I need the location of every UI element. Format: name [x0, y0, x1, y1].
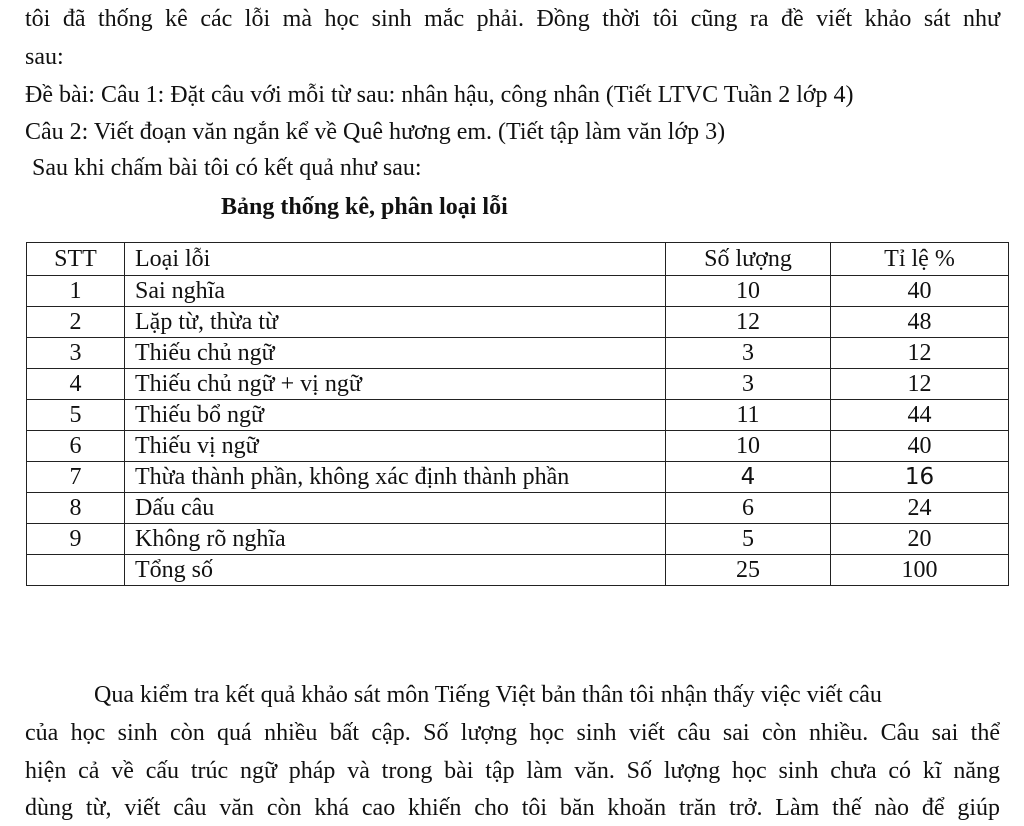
- row-error-type: Lặp từ, thừa từ: [125, 307, 666, 338]
- intro-line-2: sau:: [25, 44, 64, 70]
- row-count: 11: [666, 400, 831, 431]
- row-error-type: Không rõ nghĩa: [125, 524, 666, 555]
- table-row: [27, 276, 1009, 307]
- row-count: 5: [666, 524, 831, 555]
- row-stt: 2: [27, 307, 125, 338]
- conclusion-line-3: hiện cả về cấu trúc ngữ pháp và trong bài tập làm văn. Số lượng học sinh chưa có kĩ năng: [25, 758, 1000, 784]
- row-rate: 44: [831, 400, 1009, 431]
- header-count: Số lượng: [666, 243, 831, 276]
- row-rate: 20: [831, 524, 1009, 555]
- row-stt: 1: [27, 276, 125, 307]
- row-rate: 100: [831, 555, 1009, 586]
- row-stt: 3: [27, 338, 125, 369]
- row-error-type: Dấu câu: [125, 493, 666, 524]
- row-count: 10: [666, 276, 831, 307]
- row-error-type: Sai nghĩa: [125, 276, 666, 307]
- row-error-type: Thiếu chủ ngữ + vị ngữ: [125, 369, 666, 400]
- table-total-row: [27, 555, 1009, 586]
- table-row: [27, 431, 1009, 462]
- row-error-type: Thiếu vị ngữ: [125, 431, 666, 462]
- row-error-type: Thiếu chủ ngữ: [125, 338, 666, 369]
- row-error-type: Thiếu bổ ngữ: [125, 400, 666, 431]
- row-rate: 12: [831, 369, 1009, 400]
- row-count: 12: [666, 307, 831, 338]
- row-rate: 40: [831, 431, 1009, 462]
- header-stt: STT: [27, 243, 125, 276]
- row-rate: 48: [831, 307, 1009, 338]
- exercise-question-2: Câu 2: Viết đoạn văn ngắn kể về Quê hương em. (Tiết tập làm văn lớp 3): [25, 119, 726, 145]
- exercise-question-1: Đề bài: Câu 1: Đặt câu với mỗi từ sau: nhân hậu, công nhân (Tiết LTVC Tuần 2 lớp 4): [25, 82, 854, 108]
- intro-line-1: tôi đã thống kê các lỗi mà học sinh mắc phải. Đồng thời tôi cũng ra đề viết khảo sát như: [25, 6, 1000, 32]
- row-rate: 24: [831, 493, 1009, 524]
- table-row: [27, 400, 1009, 431]
- results-intro: Sau khi chấm bài tôi có kết quả như sau:: [32, 155, 422, 181]
- table-row: [27, 493, 1009, 524]
- row-rate: 12: [831, 338, 1009, 369]
- row-stt: 8: [27, 493, 125, 524]
- row-count: 10: [666, 431, 831, 462]
- table-row: [27, 307, 1009, 338]
- table-row: [27, 524, 1009, 555]
- conclusion-line-2: của học sinh còn quá nhiều bất cập. Số lượng học sinh viết câu sai còn nhiều. Câu sai thể: [25, 720, 1000, 746]
- row-stt: 7: [27, 462, 125, 493]
- row-rate: 16: [831, 462, 1009, 493]
- row-stt: 5: [27, 400, 125, 431]
- conclusion-line-4: dùng từ, viết câu văn còn khá cao khiến cho tôi băn khoăn trăn trở. Làm thế nào để giúp: [25, 795, 1000, 821]
- header-error-type: Loại lỗi: [125, 243, 666, 276]
- row-stt: 4: [27, 369, 125, 400]
- table-row: [27, 369, 1009, 400]
- row-error-type: Thừa thành phần, không xác định thành phần: [125, 462, 666, 493]
- row-count: 3: [666, 369, 831, 400]
- row-stt: [27, 555, 125, 586]
- row-count: 3: [666, 338, 831, 369]
- table-title: Bảng thống kê, phân loại lỗi: [221, 194, 508, 220]
- table-row: [27, 338, 1009, 369]
- table-header-row: [27, 243, 1009, 276]
- row-rate: 40: [831, 276, 1009, 307]
- table-row: [27, 462, 1009, 493]
- row-count: 4: [666, 462, 831, 493]
- row-stt: 6: [27, 431, 125, 462]
- conclusion-line-1: Qua kiểm tra kết quả khảo sát môn Tiếng Việt bản thân tôi nhận thấy việc viết câu: [94, 682, 882, 708]
- row-count: 6: [666, 493, 831, 524]
- header-rate: Tỉ lệ %: [831, 243, 1009, 276]
- error-statistics-table: [26, 242, 1009, 586]
- row-error-type: Tổng số: [125, 555, 666, 586]
- row-count: 25: [666, 555, 831, 586]
- row-stt: 9: [27, 524, 125, 555]
